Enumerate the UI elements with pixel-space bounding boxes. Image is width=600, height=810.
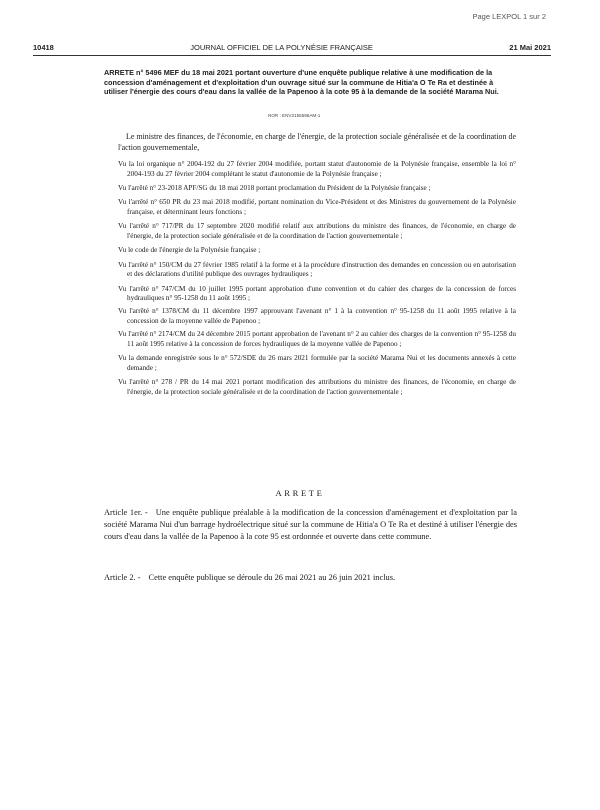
visa-item: Vu l'arrêté n° 650 PR du 23 mai 2018 modifié, portant nomination du Vice-Président et des Ministres du gouvernement de la Polynésie française, et déterminant leurs fonctions ; xyxy=(118,198,516,216)
preamble: Le ministre des finances, de l'économie, en charge de l'énergie, de la protection sociale généralisée et de la coordination de l'action gouvernementale, xyxy=(118,132,516,153)
article-label: Article 2. - xyxy=(104,573,141,582)
visa-item: Vu le code de l'énergie de la Polynésie française ; xyxy=(118,246,261,255)
issue-date: 21 Mai 2021 xyxy=(509,43,551,52)
visa-item: Vu l'arrêté n° 747/CM du 10 juillet 1995 portant approbation d'une convention et du cahier des charges de la concession de forces hydrauliques n° 95-1258 du 11 août 1995 ; xyxy=(118,284,516,303)
header-rule xyxy=(33,55,551,56)
article-text: Une enquête publique préalable à la modification de la concession d'aménagement et d'exploitation par la société Marama Nui d'un barrage hydroélectrique situé sur la commune de Hitia'a O Te Ra et destiné à utiliser l'énergie des cours d'eau dans la vallée de la Papenoo à la cote 95 est ordonnée et ouverte dans cette commune. xyxy=(104,508,517,541)
visa-item: Vu l'arrêté n° 150/CM du 27 février 1985 relatif à la forme et à la procédure d'instruction des demandes en concession ou en autorisation et des déclarations d'utilité publique des ouvrages hydrauliques ; xyxy=(118,260,516,279)
article-label: Article 1er. - xyxy=(104,508,148,517)
journal-header xyxy=(33,43,551,52)
page-number: 10418 xyxy=(33,43,54,52)
visa-item: Vu l'arrêté n° 1378/CM du 11 décembre 1997 approuvant l'avenant n° 1 à la convention n° 95-1258 du 11 août 1995 relative à la concession de la moyenne vallée de Papenoo ; xyxy=(118,307,516,326)
nor-reference: NOR : ENV2155596AM-1 xyxy=(268,113,321,118)
visa-item: Vu l'arrêté n° 2174/CM du 24 décembre 2015 portant approbation de l'avenant n° 2 au cahier des charges de la convention n° 95-1258 du 11 août 1995 relative à la concession de forces hydrauliques de la moyenne vallée de Papenoo ; xyxy=(118,330,516,348)
visa-item: Vu l'arrêté n° 717/PR du 17 septembre 2020 modifié relatif aux attributions du ministre des finances, de l'économie, en charge de l'énergie, de la protection sociale généralisée et de la coordination de l'action gouvernementale ; xyxy=(118,222,516,240)
visa-list xyxy=(118,160,516,402)
page-label: Page LEXPOL 1 sur 2 xyxy=(472,12,546,21)
visa-item: Vu l'arrêté n° 278 / PR du 14 mai 2021 portant modification des attributions du ministre des finances, de l'économie, en charge de l'énergie, de la protection sociale généralisée et de la coordination de l'action gouvernementale ; xyxy=(118,378,516,396)
decree-title: ARRETE n° 5496 MEF du 18 mai 2021 portant ouverture d'une enquête publique relative à une modification de la concession d'aménagement et d'exploitation d'un ouvrage situé sur la commune de Hitia'a O Te Ra et destinée à utiliser l'énergie des cours d'eau dans la vallée de la Papenoo à la cote 95 à la demande de la société Marama Nui. xyxy=(104,68,499,97)
article-text: Cette enquête publique se déroule du 26 mai 2021 au 26 juin 2021 inclus. xyxy=(148,573,396,582)
section-title: ARRETE xyxy=(275,488,325,498)
article-1 xyxy=(104,507,517,542)
article-2 xyxy=(104,572,517,584)
visa-item: Vu la loi organique n° 2004-192 du 27 février 2004 modifiée, portant statut d'autonomie de la Polynésie française, ensemble la loi n° 2004-193 du 27 février 2004 complétant le statut d'autonomie de la Polynésie française ; xyxy=(118,160,516,178)
visa-item: Vu l'arrêté n° 23-2018 APF/SG du 18 mai 2018 portant proclamation du Président de la Polynésie française ; xyxy=(118,184,431,192)
journal-title: JOURNAL OFFICIEL DE LA POLYNÉSIE FRANÇAISE xyxy=(190,43,373,52)
visa-item: Vu la demande enregistrée sous le n° 572/SDE du 26 mars 2021 formulée par la société Marama Nui et les documents annexés à cette demande ; xyxy=(118,354,516,372)
